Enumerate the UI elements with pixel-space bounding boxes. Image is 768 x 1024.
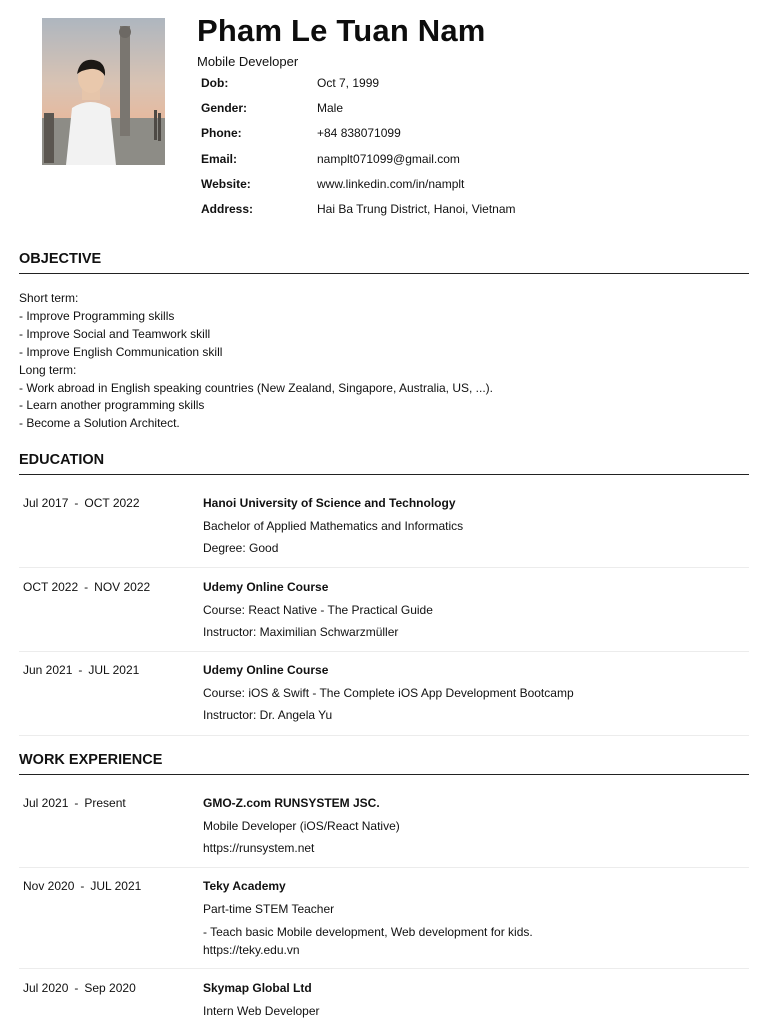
entry-organization: Hanoi University of Science and Technology <box>203 496 456 510</box>
entry-dates <box>19 663 203 735</box>
entry-detail: Course: iOS & Swift - The Complete iOS App Development Bootcamp <box>203 685 574 700</box>
objective-line: - Improve Programming skills <box>19 308 175 323</box>
entry-organization: GMO-Z.com RUNSYSTEM JSC. <box>203 796 380 810</box>
start-date: Nov 2020 <box>23 879 75 893</box>
entry-detail: Course: React Native - The Practical Guide <box>203 602 433 617</box>
personal-info <box>201 76 721 227</box>
resume-role: Mobile Developer <box>197 54 299 69</box>
entry-detail: Mobile Developer (iOS/React Native) <box>203 818 400 833</box>
entry-organization: Teky Academy <box>203 879 286 893</box>
info-label: Address: <box>201 201 254 216</box>
info-value-address: Hai Ba Trung District, Hanoi, Vietnam <box>317 201 516 216</box>
entry-body <box>203 879 749 968</box>
info-row-gender <box>201 101 721 126</box>
entry-body <box>203 663 749 735</box>
profile-photo-image <box>42 18 165 165</box>
info-label: Phone: <box>201 126 242 141</box>
end-date: JUL 2021 <box>90 879 142 893</box>
date-separator: - <box>84 580 89 594</box>
entry-body <box>203 981 749 1024</box>
date-separator: - <box>74 796 79 810</box>
start-date: OCT 2022 <box>23 580 79 594</box>
work-entry <box>19 981 749 1024</box>
start-date: Jul 2021 <box>23 796 69 810</box>
entry-organization: Udemy Online Course <box>203 663 329 677</box>
entry-detail: Part-time STEM Teacher <box>203 901 335 916</box>
info-label: Dob: <box>201 76 229 90</box>
entry-organization: Skymap Global Ltd <box>203 981 312 995</box>
objective-line: - Work abroad in English speaking countries (New Zealand, Singapore, Australia, US, ...). <box>19 380 494 395</box>
date-separator: - <box>80 879 85 893</box>
info-value-phone: +84 838071099 <box>317 126 401 141</box>
info-label: Email: <box>201 151 238 166</box>
profile-photo <box>42 18 165 165</box>
end-date: JUL 2021 <box>88 663 140 677</box>
objective-heading: OBJECTIVE <box>19 251 749 274</box>
education-entry <box>19 663 749 736</box>
info-value-email: namplt071099@gmail.com <box>317 151 460 166</box>
entry-detail: Degree: Good <box>203 541 279 555</box>
info-label: Gender: <box>201 101 248 116</box>
end-date: Sep 2020 <box>84 981 136 995</box>
entry-detail: Instructor: Maximilian Schwarzmüller <box>203 625 399 639</box>
date-separator: - <box>74 496 79 510</box>
objective-line: - Improve English Communication skill <box>19 344 223 359</box>
info-label: Website: <box>201 176 251 191</box>
info-row-phone <box>201 126 721 151</box>
info-row-address <box>201 202 721 227</box>
date-separator: - <box>78 663 83 677</box>
date-separator: - <box>74 981 79 995</box>
info-row-dob <box>201 76 721 101</box>
entry-body <box>203 496 749 567</box>
entry-dates <box>19 580 203 651</box>
entry-dates <box>19 496 203 567</box>
education-entry <box>19 580 749 652</box>
objective-line: Short term: <box>19 291 79 305</box>
entry-dates <box>19 981 203 1024</box>
info-row-website <box>201 177 721 202</box>
info-value-dob: Oct 7, 1999 <box>317 76 380 90</box>
info-row-email <box>201 152 721 177</box>
info-value-gender: Male <box>317 101 344 116</box>
end-date: NOV 2022 <box>94 580 151 594</box>
entry-detail: https://runsystem.net <box>203 841 315 855</box>
entry-dates <box>19 796 203 867</box>
start-date: Jul 2020 <box>23 981 69 995</box>
entry-detail: Bachelor of Applied Mathematics and Informatics <box>203 518 464 533</box>
work-experience-heading: WORK EXPERIENCE <box>19 752 749 775</box>
work-entry <box>19 879 749 969</box>
entry-organization: Udemy Online Course <box>203 580 329 594</box>
work-entry <box>19 796 749 868</box>
entry-detail: Instructor: Dr. Angela Yu <box>203 708 333 722</box>
objective-text <box>19 290 749 433</box>
objective-line: Long term: <box>19 362 77 377</box>
resume-name: Pham Le Tuan Nam <box>197 13 486 48</box>
end-date: Present <box>84 796 126 810</box>
entry-detail: - Teach basic Mobile development, Web development for kids. <box>203 925 533 939</box>
entry-body <box>203 580 749 651</box>
start-date: Jun 2021 <box>23 663 73 677</box>
objective-line: - Become a Solution Architect. <box>19 416 180 431</box>
entry-detail: https://teky.edu.vn <box>203 942 300 957</box>
education-heading: EDUCATION <box>19 452 749 475</box>
entry-detail: Intern Web Developer <box>203 1003 320 1018</box>
entry-body <box>203 796 749 867</box>
objective-line: - Improve Social and Teamwork skill <box>19 326 211 341</box>
entry-dates <box>19 879 203 968</box>
info-value-website: www.linkedin.com/in/namplt <box>317 176 465 191</box>
end-date: OCT 2022 <box>84 496 140 510</box>
education-entry <box>19 496 749 568</box>
objective-line: - Learn another programming skills <box>19 398 205 413</box>
start-date: Jul 2017 <box>23 496 69 510</box>
